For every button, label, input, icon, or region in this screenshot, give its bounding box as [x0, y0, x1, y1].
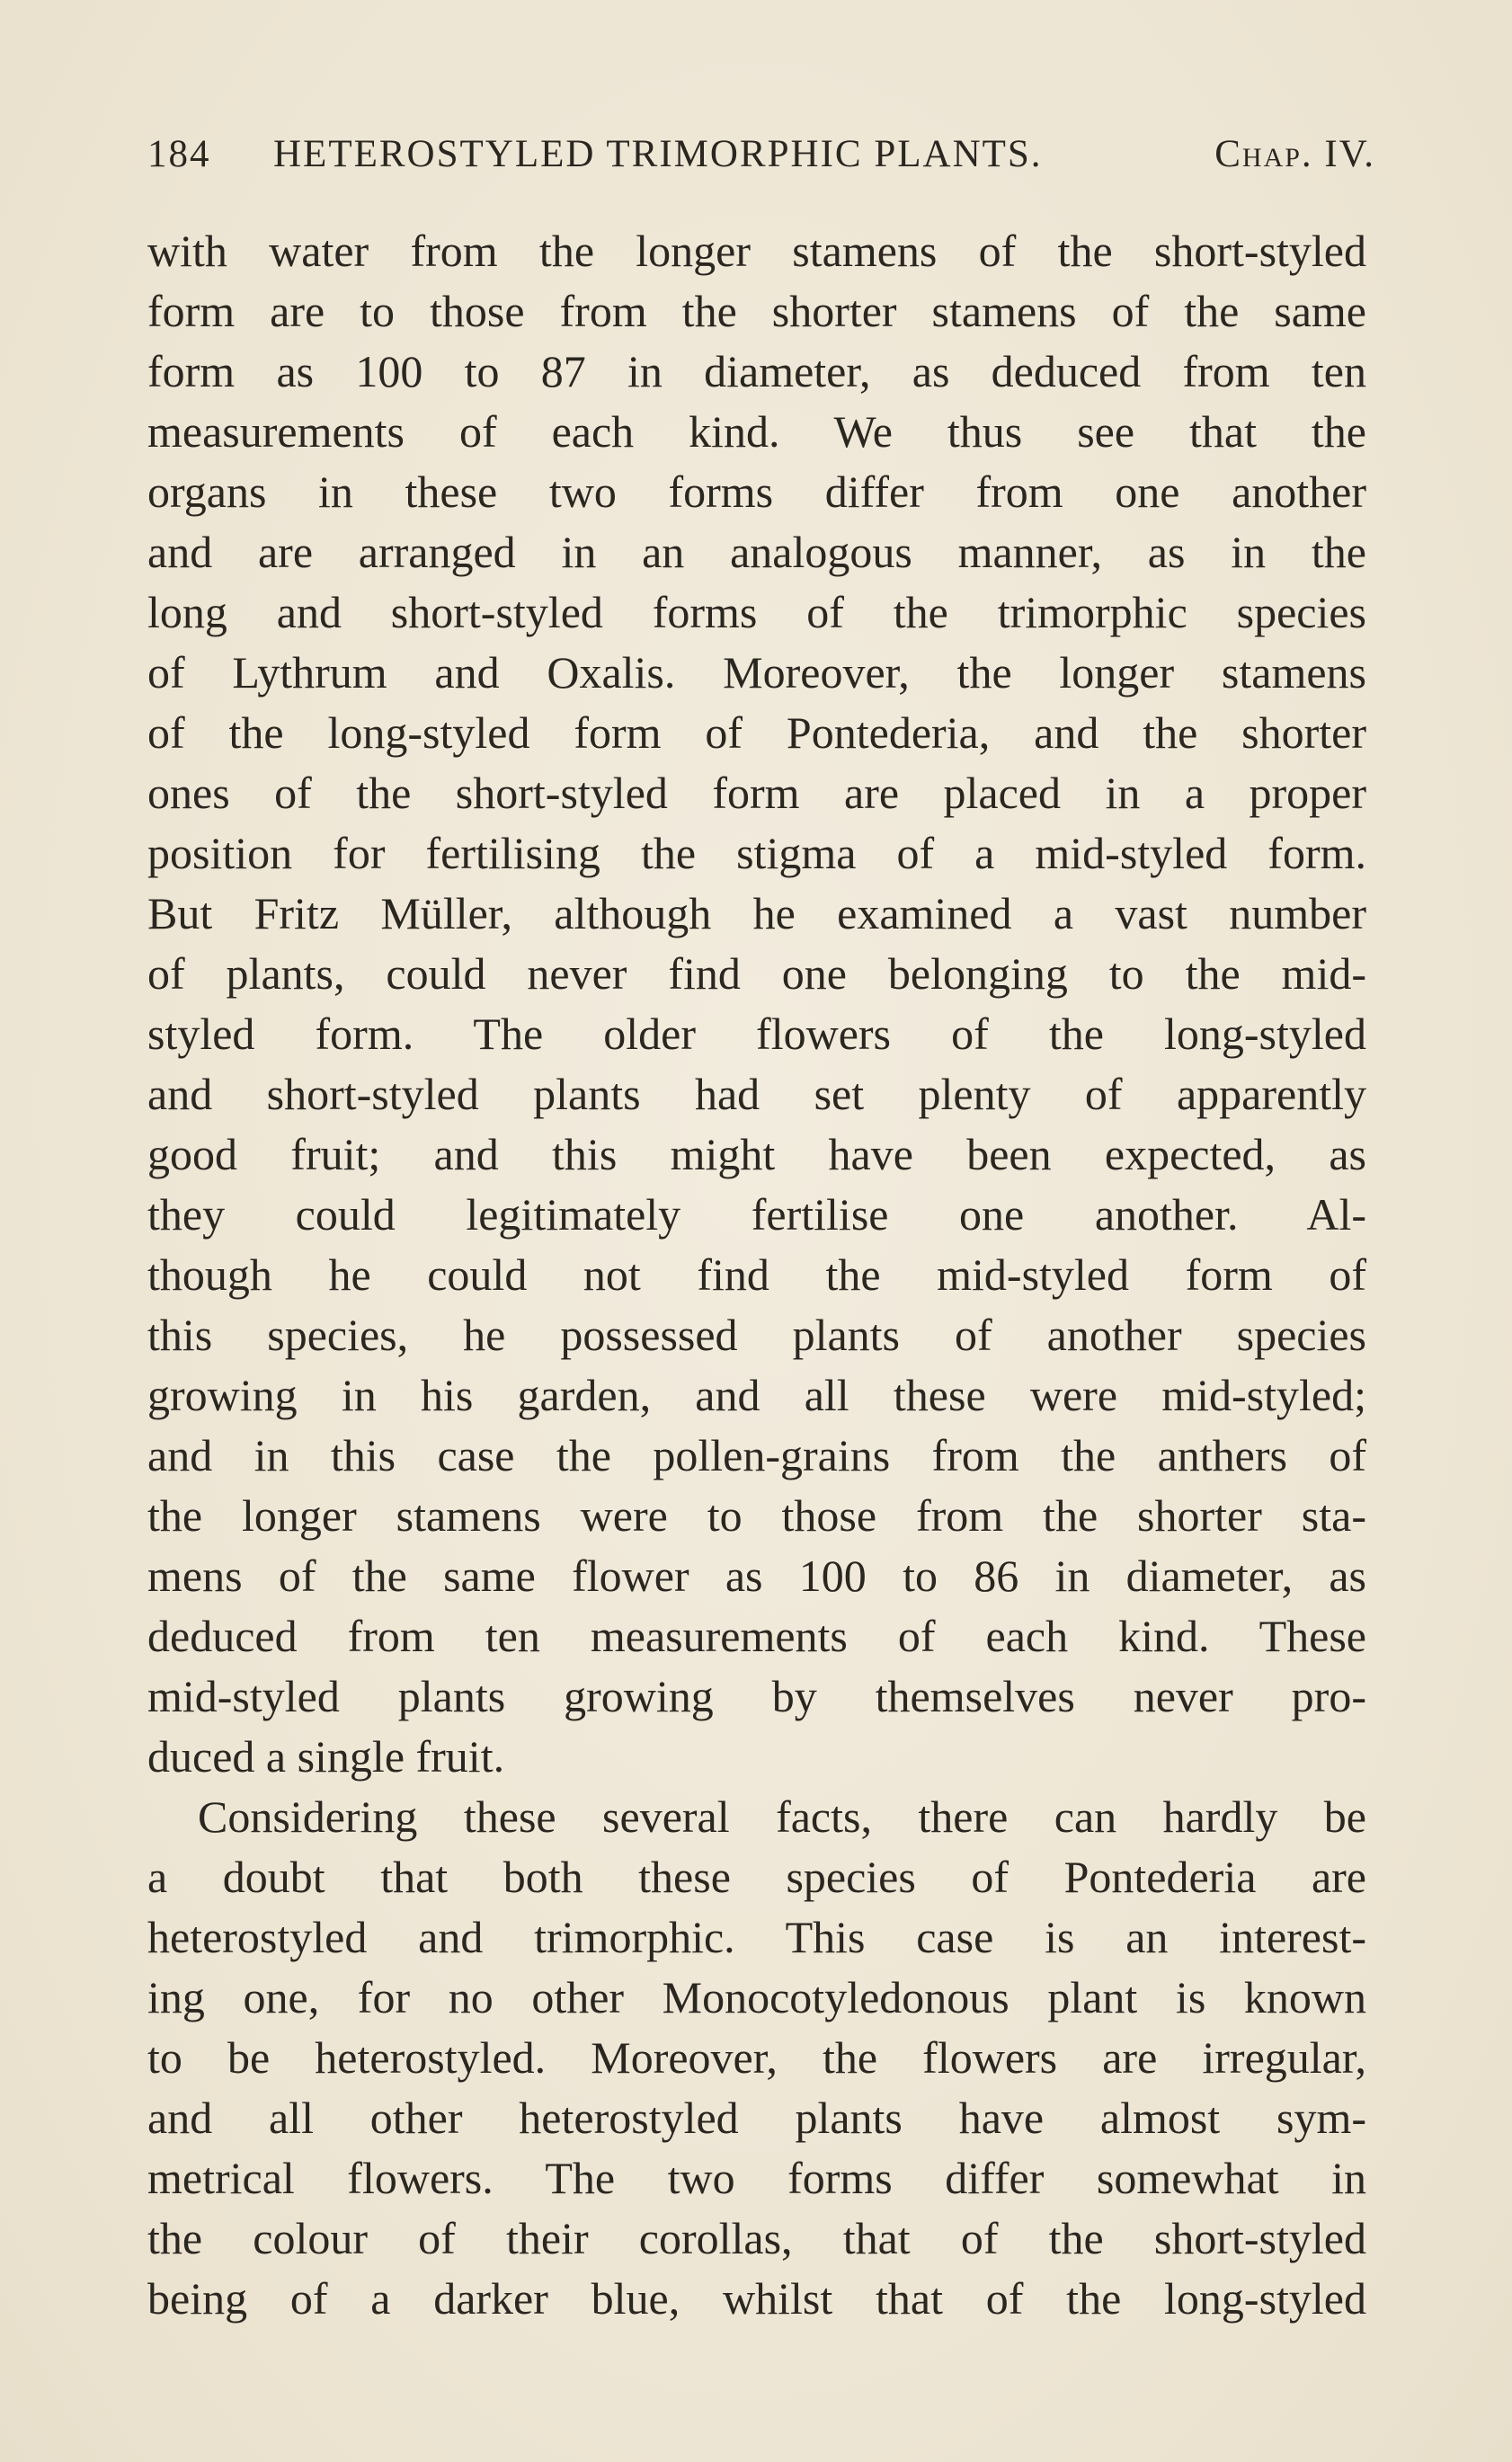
- text-line: styled form. The older flowers of the long-styled: [147, 1009, 1366, 1059]
- text-line: growing in his garden, and all these were mid-styled;: [147, 1370, 1366, 1420]
- text-line: of plants, could never find one belonging to the mid-: [147, 948, 1366, 999]
- paragraph-1: [147, 221, 1366, 1787]
- text-line: and in this case the pollen-grains from the anthers of: [147, 1430, 1366, 1480]
- text-line: they could legitimately fertilise one another. Al-: [147, 1189, 1366, 1240]
- text-line: ones of the short-styled form are placed in a proper: [147, 768, 1366, 818]
- text-line: metrical flowers. The two forms differ somewhat in: [147, 2153, 1366, 2203]
- text-line: mid-styled plants growing by themselves never pro-: [147, 1671, 1366, 1721]
- text-line: duced a single fruit.: [147, 1731, 505, 1782]
- text-line: Considering these several facts, there can hardly be: [198, 1791, 1366, 1842]
- text-line: deduced from ten measurements of each kind. These: [147, 1611, 1366, 1661]
- text-line: being of a darker blue, whilst that of the long-styled: [147, 2273, 1366, 2324]
- text-line: mens of the same flower as 100 to 86 in diameter, as: [147, 1551, 1366, 1601]
- text-line: heterostyled and trimorphic. This case is an interest-: [147, 1912, 1366, 1962]
- text-line: to be heterostyled. Moreover, the flowers are irregular,: [147, 2032, 1366, 2083]
- text-line: the longer stamens were to those from the shorter sta-: [147, 1490, 1366, 1541]
- text-line: with water from the longer stamens of the short-styled: [147, 226, 1366, 276]
- text-line: organs in these two forms differ from one another: [147, 467, 1366, 517]
- text-line: of Lythrum and Oxalis. Moreover, the longer stamens: [147, 647, 1366, 698]
- text-line: position for fertilising the stigma of a mid-styled form.: [147, 828, 1366, 878]
- page-number: 184: [147, 133, 211, 175]
- text-line: and short-styled plants had set plenty of apparently: [147, 1069, 1366, 1119]
- text-line: long and short-styled forms of the trimorphic species: [147, 587, 1366, 637]
- text-line: a doubt that both these species of Pontederia are: [147, 1852, 1366, 1902]
- text-line: measurements of each kind. We thus see that the: [147, 406, 1366, 457]
- text-line: form are to those from the shorter stamens of the same: [147, 286, 1366, 336]
- body-text: [147, 221, 1366, 2329]
- text-line: and all other heterostyled plants have almost sym-: [147, 2093, 1366, 2143]
- text-line: of the long-styled form of Pontederia, and the shorter: [147, 707, 1366, 758]
- text-line: ing one, for no other Monocotyledonous plant is known: [147, 1972, 1366, 2022]
- paragraph-2: [147, 1787, 1366, 2329]
- running-header: [147, 128, 1375, 182]
- chapter-label: Chap. IV.: [1214, 133, 1375, 175]
- text-line: good fruit; and this might have been expected, as: [147, 1129, 1366, 1179]
- text-line: and are arranged in an analogous manner, as in the: [147, 527, 1366, 577]
- text-line: form as 100 to 87 in diameter, as deduced from ten: [147, 346, 1366, 396]
- text-line: though he could not find the mid-styled form of: [147, 1249, 1366, 1300]
- running-title: HETEROSTYLED TRIMORPHIC PLANTS.: [273, 133, 1043, 175]
- text-line: this species, he possessed plants of another species: [147, 1310, 1366, 1360]
- text-line: the colour of their corollas, that of the short-styled: [147, 2213, 1366, 2263]
- text-line: But Fritz Müller, although he examined a vast number: [147, 888, 1366, 938]
